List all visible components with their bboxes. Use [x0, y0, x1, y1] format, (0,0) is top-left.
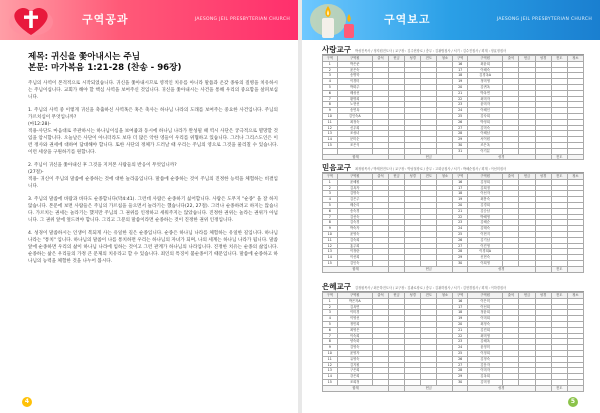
- member-name: 최정숙: [467, 321, 502, 327]
- column-header: 출석: [503, 174, 519, 180]
- column-header: 구역원: [467, 174, 502, 180]
- row-number: 29: [453, 374, 468, 380]
- member-name: 김귀옥: [467, 84, 502, 90]
- member-name: 이선자: [467, 191, 502, 197]
- member-name: 김경옥A: [467, 73, 502, 79]
- column-header: 구역원: [337, 56, 372, 62]
- column-header: 성경: [405, 293, 421, 299]
- member-name: 김숙희: [337, 237, 372, 243]
- entry-cell[interactable]: [567, 385, 583, 391]
- attendance-table: [322, 55, 584, 160]
- member-name: 김미정: [467, 379, 502, 385]
- member-name: 김은주: [337, 197, 372, 203]
- member-name: 강은희: [337, 374, 372, 380]
- report-page: [302, 0, 600, 413]
- column-header: 출석: [372, 293, 388, 299]
- member-name: 김옥희: [467, 374, 502, 380]
- district-section: [322, 162, 584, 273]
- member-name: 서이원: [467, 137, 502, 143]
- row-number: 14: [323, 374, 338, 380]
- member-name: 이경희A: [467, 249, 502, 255]
- member-name: 최윤희: [467, 61, 502, 67]
- column-header: 청소: [567, 56, 583, 62]
- member-name: 이선희: [337, 255, 372, 261]
- row-number: 23: [453, 339, 468, 345]
- answer-line-1: (마12:28)-: [28, 122, 51, 127]
- column-header: 전도: [551, 56, 567, 62]
- column-header: 전도: [551, 174, 567, 180]
- column-header: 청소: [567, 293, 583, 299]
- row-number: 10: [323, 231, 338, 237]
- row-number: 28: [453, 131, 468, 137]
- member-name: 문미순: [337, 137, 372, 143]
- member-name: 이은미: [467, 298, 502, 304]
- lesson-header-title: 구역공과: [82, 13, 129, 26]
- member-name: 이희영: [467, 260, 502, 266]
- row-number: 27: [453, 125, 468, 131]
- entry-cell[interactable]: [567, 154, 583, 160]
- row-number: 12: [323, 243, 338, 249]
- lesson-title: 제목: 귀신을 쫓아내시는 주님: [28, 52, 141, 62]
- row-number: 20: [453, 202, 468, 208]
- row-number: 6: [323, 208, 338, 214]
- member-name: 조은옥: [467, 142, 502, 148]
- entry-cell[interactable]: [535, 154, 551, 160]
- member-name: 김진희: [467, 327, 502, 333]
- column-header: 성경: [535, 293, 551, 299]
- page-number: 4: [22, 397, 32, 407]
- member-name: 유영숙: [337, 356, 372, 362]
- row-number: 3: [323, 73, 338, 79]
- column-header: 구역: [453, 174, 468, 180]
- member-name: 송숙경: [337, 208, 372, 214]
- member-name: 김숙경: [337, 220, 372, 226]
- district-name: 은혜교구: [322, 282, 351, 291]
- member-name: 조희정: [337, 379, 372, 385]
- row-number: 5: [323, 321, 338, 327]
- total-bible-label: 성경: [467, 154, 535, 160]
- intro-paragraph: 주님의 사역이 본격적으로 시작되었습니다. 귀신을 쫓아내시므로 영적인 치유를 아니라 말씀과 온갖 종류의 질병을 치유하시는 주님이십니다. 교회가 해야 할 핵심 사역을 보여주신 것입니다. 귀신을 쫓아내시는 사건을 통해 우리의 중요함을 살펴보십니다.: [28, 81, 278, 100]
- lesson-body: [28, 52, 278, 265]
- row-number: 20: [453, 321, 468, 327]
- district-header: [322, 44, 584, 55]
- member-name: 홍주희: [337, 243, 372, 249]
- column-header: 출석: [503, 293, 519, 299]
- member-name: 정민희: [337, 321, 372, 327]
- row-number: 30: [453, 142, 468, 148]
- member-name: 이미희: [467, 316, 502, 322]
- row-number: 11: [323, 237, 338, 243]
- district-staff: 김정원목사 / 최은하전도사 / 교구장 : 김광로장로 / 총무 : 김광하집사 / 서기 : 김현경집사 / 회계 : 이하경집사: [354, 286, 507, 290]
- lesson-scripture: 본문: 마가복음 1:21-28 (찬송 - 96장): [28, 63, 182, 73]
- church-name: JAESONG JEIL PRESBYTERIAN CHURCH: [194, 17, 290, 22]
- row-number: 12: [323, 362, 338, 368]
- district-header: [322, 162, 584, 173]
- row-number: 11: [323, 356, 338, 362]
- member-name: 이혜숙: [467, 67, 502, 73]
- entry-cell[interactable]: [453, 385, 468, 391]
- row-number: 21: [453, 327, 468, 333]
- report-header-title: 구역보고: [384, 13, 431, 26]
- member-name: 김지원: [337, 362, 372, 368]
- total-offering-label: 헌금: [405, 385, 453, 391]
- column-header: 전도: [421, 293, 437, 299]
- row-number: 2: [323, 185, 338, 191]
- row-number: 14: [323, 255, 338, 261]
- column-header: 헌금: [519, 293, 535, 299]
- column-header: 청소: [437, 174, 453, 180]
- column-header: 구역원: [337, 293, 372, 299]
- row-number: 19: [453, 316, 468, 322]
- row-number: 27: [453, 362, 468, 368]
- member-name: 노현선: [337, 102, 372, 108]
- member-name: 양숙화: [337, 339, 372, 345]
- row-number: 27: [453, 243, 468, 249]
- member-name: 최봉숙: [467, 197, 502, 203]
- member-name: 이정란: [337, 249, 372, 255]
- member-name: 김문자: [467, 362, 502, 368]
- member-name: 김영숙: [337, 345, 372, 351]
- member-name: 김옥자: [337, 185, 372, 191]
- total-bible-label: 성경: [467, 266, 535, 272]
- row-number: 10: [323, 113, 338, 119]
- district-name: 믿음교구: [322, 163, 351, 172]
- row-number: 1: [323, 179, 338, 185]
- page-number-right: 5: [568, 397, 578, 407]
- row-number: 26: [453, 237, 468, 243]
- row-number: 25: [453, 113, 468, 119]
- row-number: 28: [453, 368, 468, 374]
- district-staff: 박성진목사 / 정지원전도사 / 교구장 : 김주현장로 / 총무 : 김광범집사 / 서기 : 김수진집사 / 회계 : 정효정집사: [354, 49, 507, 53]
- row-number: 30: [453, 260, 468, 266]
- district-header: [322, 281, 584, 292]
- report-header-band: [302, 0, 600, 40]
- entry-cell[interactable]: [389, 154, 405, 160]
- column-header: 구역: [453, 56, 468, 62]
- total-bible-label: 성경: [467, 385, 535, 391]
- member-name: 김정희: [467, 179, 502, 185]
- column-header: 구역원: [337, 174, 372, 180]
- member-name: 이정희: [467, 350, 502, 356]
- question-4: 4. 성경이 말씀하시는 인생이 복되게 사는 유일한 길은 순종입니다. 순종은 하나님 나라를 체험하는 유일한 길입니다. 하나님 나라는 "통치" 입니다. 하나님의 말씀이 나를 통치하면 우리는 하나님의 자녀가 되며, 나의 세계는 하나님 나라가 됩니다. 말씀 앞에 순종하면 우리의 삶이 하나님 나라에 임하는 것이고 그런 관계가 하나님의 나라입니다. 진정한 치유는 순종의 삶입니다. 순종하는 삶은 우리들의 가정 큰 문제의 치유라고 할 수 있습니다. 죄인의 특징이 불순종이기 때문입니다. 말씀에 순종하고 하나님의 능력을 체험한 것을 나누어 봅시다.: [28, 231, 278, 264]
- district-staff: 최정원목사 / 박재현전도사 / 교구장 : 박남철장로 / 총무 : 고화균집사 / 서기 : 박혜순집사 / 회계 : 이선미집사: [354, 167, 507, 171]
- column-header: 구역원: [467, 293, 502, 299]
- row-number: 8: [323, 102, 338, 108]
- member-name: 박숙자: [337, 226, 372, 232]
- row-number: 19: [453, 197, 468, 203]
- total-attendance-label: 합계: [323, 266, 389, 272]
- row-number: 7: [323, 96, 338, 102]
- member-name: 김선숙: [337, 214, 372, 220]
- lesson-page: [0, 0, 298, 413]
- total-evangelism-label: 전도: [551, 385, 567, 391]
- member-name: 윤영자: [337, 350, 372, 356]
- column-header: 전도: [421, 56, 437, 62]
- district-section: [322, 281, 584, 392]
- totals-row: [323, 154, 584, 160]
- answer-line-2: (27절)-: [28, 170, 44, 175]
- row-number: 6: [323, 327, 338, 333]
- member-name: 신현숙: [467, 255, 502, 261]
- member-name: 송병학: [337, 73, 372, 79]
- row-number: 15: [323, 142, 338, 148]
- church-name-right: JAESONG JEIL PRESBYTERIAN CHURCH: [496, 17, 592, 22]
- row-number: 4: [323, 197, 338, 203]
- member-name: 송연옥: [337, 108, 372, 114]
- row-number: 21: [453, 90, 468, 96]
- member-name: 조성녀: [337, 131, 372, 137]
- total-evangelism-label: 전도: [551, 266, 567, 272]
- member-name: 김옥연: [337, 304, 372, 310]
- heart-cross-icon: [6, 2, 56, 38]
- question-3: 3. 주님의 말씀에 바람과 바다도 순종합니다(막4:41). 그런데 사람은 순종하기 싫어합니다. 사람은 도무지 "순종" 을 잘 하지 않습니다. 본문에 보면 사람들은 주님의 가르침을 들으면서 놀라기는 했습니다(22, 27절). 그러나 순종하려고 하지는 않습니다. 가르치는 권세는 놀라기는 했지만 주님의 그 권위를 인정하고 세워주지는 않았습니다. 진정한 권위는 놀라는 권위가 아닙니다. 그 권위 앞에 엎드려야 합니다. 그리고 그분의 말씀이라면 순종하는 것이 진정한 권위 인정입니다.: [28, 197, 278, 223]
- column-header: 청소: [437, 56, 453, 62]
- row-number: 6: [323, 90, 338, 96]
- row-number: 9: [323, 226, 338, 232]
- row-number: 24: [453, 108, 468, 114]
- entry-cell[interactable]: [389, 385, 405, 391]
- entry-cell[interactable]: [453, 154, 468, 160]
- column-header: 출석: [503, 56, 519, 62]
- row-number: 16: [453, 298, 468, 304]
- member-name: 이기분: [467, 148, 502, 154]
- column-header: 출석: [372, 174, 388, 180]
- row-number: 24: [453, 345, 468, 351]
- member-name: 이현지: [467, 231, 502, 237]
- member-name: 김미숙: [467, 125, 502, 131]
- row-number: 4: [323, 79, 338, 85]
- column-header: 성경: [535, 56, 551, 62]
- attendance-table: [322, 292, 584, 392]
- member-name: 최영은: [337, 327, 372, 333]
- totals-row: [323, 385, 584, 391]
- row-number: 22: [453, 333, 468, 339]
- row-number: 29: [453, 255, 468, 261]
- member-name: 신우희: [337, 125, 372, 131]
- row-number: 22: [453, 214, 468, 220]
- district-name: 사랑교구: [322, 45, 351, 54]
- member-name: 김정숙: [467, 356, 502, 362]
- row-number: 29: [453, 137, 468, 143]
- column-header: 헌금: [389, 293, 405, 299]
- member-name: 배성선: [337, 90, 372, 96]
- row-number: 15: [323, 379, 338, 385]
- row-number: 30: [453, 379, 468, 385]
- question-2: 2. 주님이 귀신을 쫓아내신 후 그것을 지켜본 사람들의 반응이 무엇입니까?: [28, 163, 177, 168]
- row-number: 28: [453, 249, 468, 255]
- member-name: 이경미: [337, 79, 372, 85]
- column-header: 전도: [551, 293, 567, 299]
- total-offering-label: 헌금: [405, 266, 453, 272]
- row-number: 2: [323, 304, 338, 310]
- row-number: 7: [323, 214, 338, 220]
- member-name: 박은자A: [337, 298, 372, 304]
- row-number: 16: [453, 179, 468, 185]
- row-number: 8: [323, 220, 338, 226]
- member-name: 윤은숙: [337, 67, 372, 73]
- totals-row: [323, 266, 584, 272]
- attendance-table: [322, 173, 584, 273]
- row-number: 21: [453, 208, 468, 214]
- column-header: 구역: [323, 174, 338, 180]
- row-number: 5: [323, 84, 338, 90]
- row-number: 15: [323, 260, 338, 266]
- entry-cell[interactable]: [389, 266, 405, 272]
- row-number: 8: [323, 339, 338, 345]
- total-evangelism-label: 전도: [551, 154, 567, 160]
- member-name: 김경희: [467, 202, 502, 208]
- row-number: 17: [453, 67, 468, 73]
- member-name: 박혜영: [467, 214, 502, 220]
- column-header: 출석: [372, 56, 388, 62]
- row-number: 18: [453, 73, 468, 79]
- row-number: 26: [453, 356, 468, 362]
- member-name: 배순리: [337, 202, 372, 208]
- member-name: 김태숙: [467, 226, 502, 232]
- row-number: 25: [453, 350, 468, 356]
- member-name: 윤영숙: [337, 231, 372, 237]
- total-offering-label: 헌금: [405, 154, 453, 160]
- member-name: 이혜인: [467, 108, 502, 114]
- member-name: 김숙희: [467, 113, 502, 119]
- row-number: 24: [453, 226, 468, 232]
- row-number: 13: [323, 368, 338, 374]
- column-header: 구역: [323, 293, 338, 299]
- total-attendance-label: 합계: [323, 154, 389, 160]
- column-header: 전도: [421, 174, 437, 180]
- column-header: 구역원: [467, 56, 502, 62]
- member-name: 이선희: [467, 304, 502, 310]
- district-section: [322, 44, 584, 160]
- row-number: 11: [323, 119, 338, 125]
- row-number: 7: [323, 333, 338, 339]
- lesson-header-band: [0, 0, 298, 40]
- row-number: 18: [453, 310, 468, 316]
- row-number: 3: [323, 191, 338, 197]
- member-name: 최미자: [467, 96, 502, 102]
- member-name: 이숙희: [337, 333, 372, 339]
- row-number: 23: [453, 220, 468, 226]
- column-header: 청소: [437, 293, 453, 299]
- application-1: 적용-사단도 마음대로 주관하시는 하나님이심을 보여줍과 동시에 하나님 나라가 완성될 때 역시 사단은 궁극적으로 멸망할 것임을 암시합니다. 오늘날은 사단이 아니더라도 보다 더 많은 악한 영들이 우리를 위협하고 있습니다. 그러나 그리스도인은 이런 정사와 권세에 대하여 담대해야 합니다. 또한 사단의 정체가 드러날 때 우리는 주님의 영으로 그것을 물리칠 수 있습니다. 이런 세상을 구원하기를 원합니다.: [28, 129, 278, 155]
- column-header: 구역: [323, 56, 338, 62]
- member-name: 이미경: [337, 310, 372, 316]
- entry-cell[interactable]: [567, 266, 583, 272]
- column-header: 헌금: [519, 174, 535, 180]
- member-name: 황명희: [337, 96, 372, 102]
- entry-cell[interactable]: [535, 385, 551, 391]
- entry-cell[interactable]: [535, 266, 551, 272]
- row-number: 31: [453, 148, 468, 154]
- column-header: 성경: [535, 174, 551, 180]
- member-name: 이진영: [467, 243, 502, 249]
- member-name: 김순남: [467, 208, 502, 214]
- row-number: 19: [453, 79, 468, 85]
- question-1: 1. 주님의 사역 중 이렇게 귀신을 축출하신 사역혹은 혹은 축사는 하나님 나라의 도래를 보여주는 중요한 사건입니다. 주님의 가르치심이 무엇입니까?: [28, 108, 278, 120]
- column-header: 성경: [405, 56, 421, 62]
- row-number: 23: [453, 102, 468, 108]
- row-number: 4: [323, 316, 338, 322]
- row-number: 1: [323, 61, 338, 67]
- member-name: 최미영: [467, 333, 502, 339]
- candle-icon: [308, 0, 368, 40]
- member-name: 정미영: [467, 79, 502, 85]
- member-name: 박은준: [337, 61, 372, 67]
- row-number: 16: [453, 61, 468, 67]
- member-name: 조은식: [337, 142, 372, 148]
- row-number: 18: [453, 191, 468, 197]
- member-name: 이미자: [467, 368, 502, 374]
- row-number: 5: [323, 202, 338, 208]
- member-name: 박옥연: [467, 90, 502, 96]
- column-header: 청소: [567, 174, 583, 180]
- member-name: 김혜옥: [467, 339, 502, 345]
- row-number: 9: [323, 345, 338, 351]
- row-number: 13: [323, 249, 338, 255]
- member-name: 김기남: [467, 237, 502, 243]
- member-name: 김혜순: [467, 220, 502, 226]
- column-header: 헌금: [389, 174, 405, 180]
- row-number: 14: [323, 137, 338, 143]
- row-number: 2: [323, 67, 338, 73]
- row-number: 20: [453, 84, 468, 90]
- member-name: 김희정: [467, 185, 502, 191]
- row-number: 22: [453, 96, 468, 102]
- row-number: 25: [453, 231, 468, 237]
- column-header: 구역: [453, 293, 468, 299]
- column-header: 헌금: [519, 56, 535, 62]
- row-number: 1: [323, 298, 338, 304]
- member-name: 윤정미: [467, 345, 502, 351]
- row-number: 12: [323, 125, 338, 131]
- entry-cell[interactable]: [453, 266, 468, 272]
- row-number: 10: [323, 350, 338, 356]
- total-attendance-label: 합계: [323, 385, 389, 391]
- member-name: 이혜남: [467, 131, 502, 137]
- row-number: 9: [323, 108, 338, 114]
- member-name: 최정숙: [337, 119, 372, 125]
- member-name: 김명숙: [337, 191, 372, 197]
- member-name: 박정희: [467, 119, 502, 125]
- member-name: 윤혜원: [337, 179, 372, 185]
- member-name: 이영선: [337, 316, 372, 322]
- member-name: 구은희: [337, 368, 372, 374]
- row-number: 3: [323, 310, 338, 316]
- member-name: 김인숙A: [337, 113, 372, 119]
- row-number: 13: [323, 131, 338, 137]
- member-name: 김인숙: [337, 260, 372, 266]
- member-name: 정윤희: [467, 310, 502, 316]
- column-header: 헌금: [389, 56, 405, 62]
- member-name: 박화주: [337, 84, 372, 90]
- application-2: 적용- 귀신이 주님의 말씀에 순종하는 것에 대한 놀라움입니다. 말씀에 순종하는 것이 주님의 진정한 능력을 체험하는 비결입니다.: [28, 177, 278, 189]
- row-number: 17: [453, 304, 468, 310]
- row-number: 26: [453, 119, 468, 125]
- row-number: 17: [453, 185, 468, 191]
- column-header: 성경: [405, 174, 421, 180]
- member-name: 윤미자: [467, 102, 502, 108]
